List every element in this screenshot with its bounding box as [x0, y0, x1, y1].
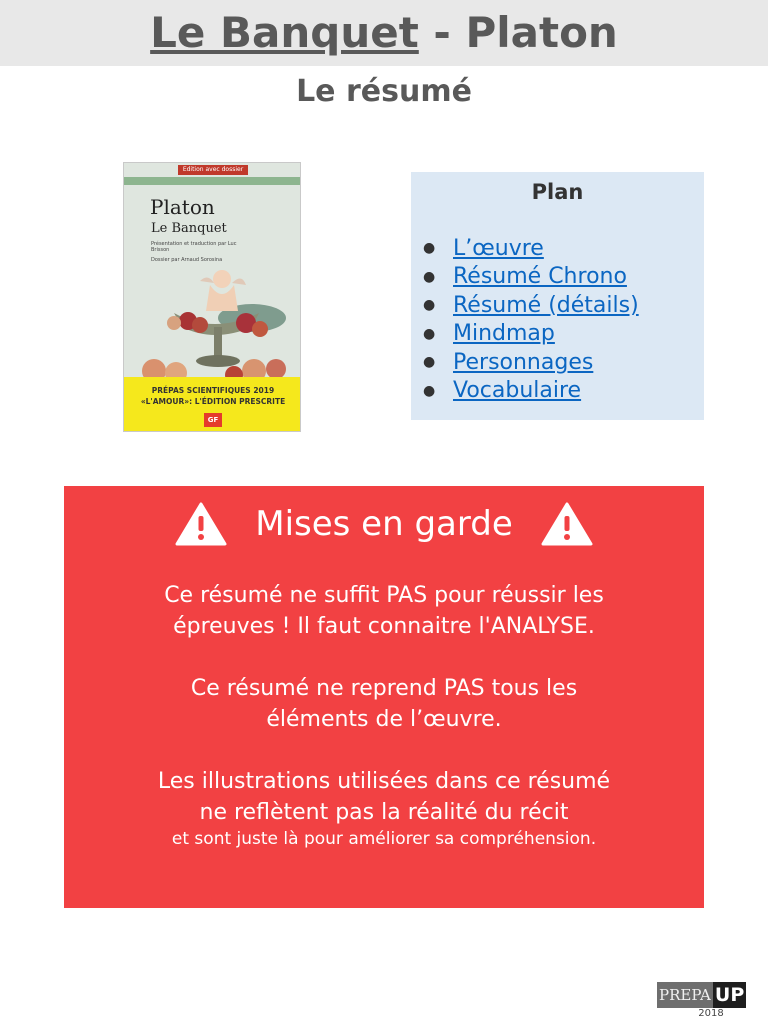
plan-link-oeuvre[interactable]: L’œuvre [453, 235, 544, 261]
warning-line-3a: Les illustrations utilisées dans ce résumé [157, 769, 611, 794]
book-cover-illustration [134, 263, 292, 381]
bullet-icon: ● [423, 382, 436, 399]
warning-line-3b: ne reflètent pas la réalité du récit [199, 800, 569, 825]
logo-up: UP [714, 984, 745, 1006]
bullet-icon: ● [423, 325, 436, 342]
plan-link-resume-chrono[interactable]: Résumé Chrono [453, 264, 627, 290]
plan-item-resume-chrono [423, 263, 639, 292]
title-book: Le Banquet [150, 8, 419, 57]
warning-line-2a: Ce résumé ne reprend PAS tous les [190, 676, 578, 701]
warning-title: Mises en garde [255, 504, 513, 544]
bullet-icon: ● [423, 297, 436, 314]
book-title: Le Banquet [151, 221, 227, 236]
plan-link-mindmap[interactable]: Mindmap [453, 321, 555, 347]
title-separator: - [418, 8, 466, 57]
book-credits-translation: Présentation et traduction par Luc Brisson [151, 241, 237, 253]
page-title [0, 0, 768, 66]
plan-item-mindmap [423, 320, 639, 349]
warning-line-1a: Ce résumé ne suffit PAS pour réussir les [164, 583, 604, 608]
logo-prep: PREPA [657, 982, 713, 1008]
publisher-logo: GF [204, 413, 222, 427]
bullet-icon: ● [423, 240, 436, 257]
plan-title: Plan [531, 180, 584, 204]
logo-mark [657, 982, 746, 1008]
book-cover-image [123, 162, 301, 432]
plan-list [423, 234, 639, 405]
warning-box [64, 486, 704, 908]
page-subtitle: Le résumé [296, 74, 472, 109]
book-credits-dossier: Dossier par Arnaud Sorosina [151, 257, 223, 263]
bullet-icon: ● [423, 268, 436, 285]
plan-item-oeuvre [423, 234, 639, 263]
book-author: Platon [150, 195, 215, 219]
title-bar [0, 0, 768, 66]
book-banner: Edition avec dossier [178, 165, 248, 175]
logo-year: 2018 [698, 1008, 724, 1019]
warning-body [64, 580, 704, 850]
plan-link-resume-details[interactable]: Résumé (détails) [453, 292, 639, 318]
bullet-icon: ● [423, 354, 436, 371]
plan-item-vocabulaire [423, 377, 639, 406]
warning-line-1b: épreuves ! Il faut connaitre l'ANALYSE. [173, 614, 595, 639]
plan-link-personnages[interactable]: Personnages [453, 349, 594, 375]
warning-triangle-icon [541, 502, 593, 546]
title-author: Platon [465, 8, 618, 57]
prepaup-logo [657, 982, 745, 1019]
plan-item-resume-details [423, 291, 639, 320]
warning-triangle-icon [175, 502, 227, 546]
book-band-line-2: «L'AMOUR»: L'ÉDITION PRESCRITE [140, 397, 286, 406]
plan-box [411, 172, 704, 420]
warning-header [64, 496, 704, 552]
book-band-line-1: PRÉPAS SCIENTIFIQUES 2019 [151, 386, 275, 395]
book-stripe [124, 177, 301, 185]
warning-line-3c: et sont juste là pour améliorer sa compréhension. [171, 829, 597, 849]
plan-link-vocabulaire[interactable]: Vocabulaire [453, 378, 582, 404]
plan-item-personnages [423, 348, 639, 377]
warning-line-2b: éléments de l’œuvre. [266, 707, 502, 732]
